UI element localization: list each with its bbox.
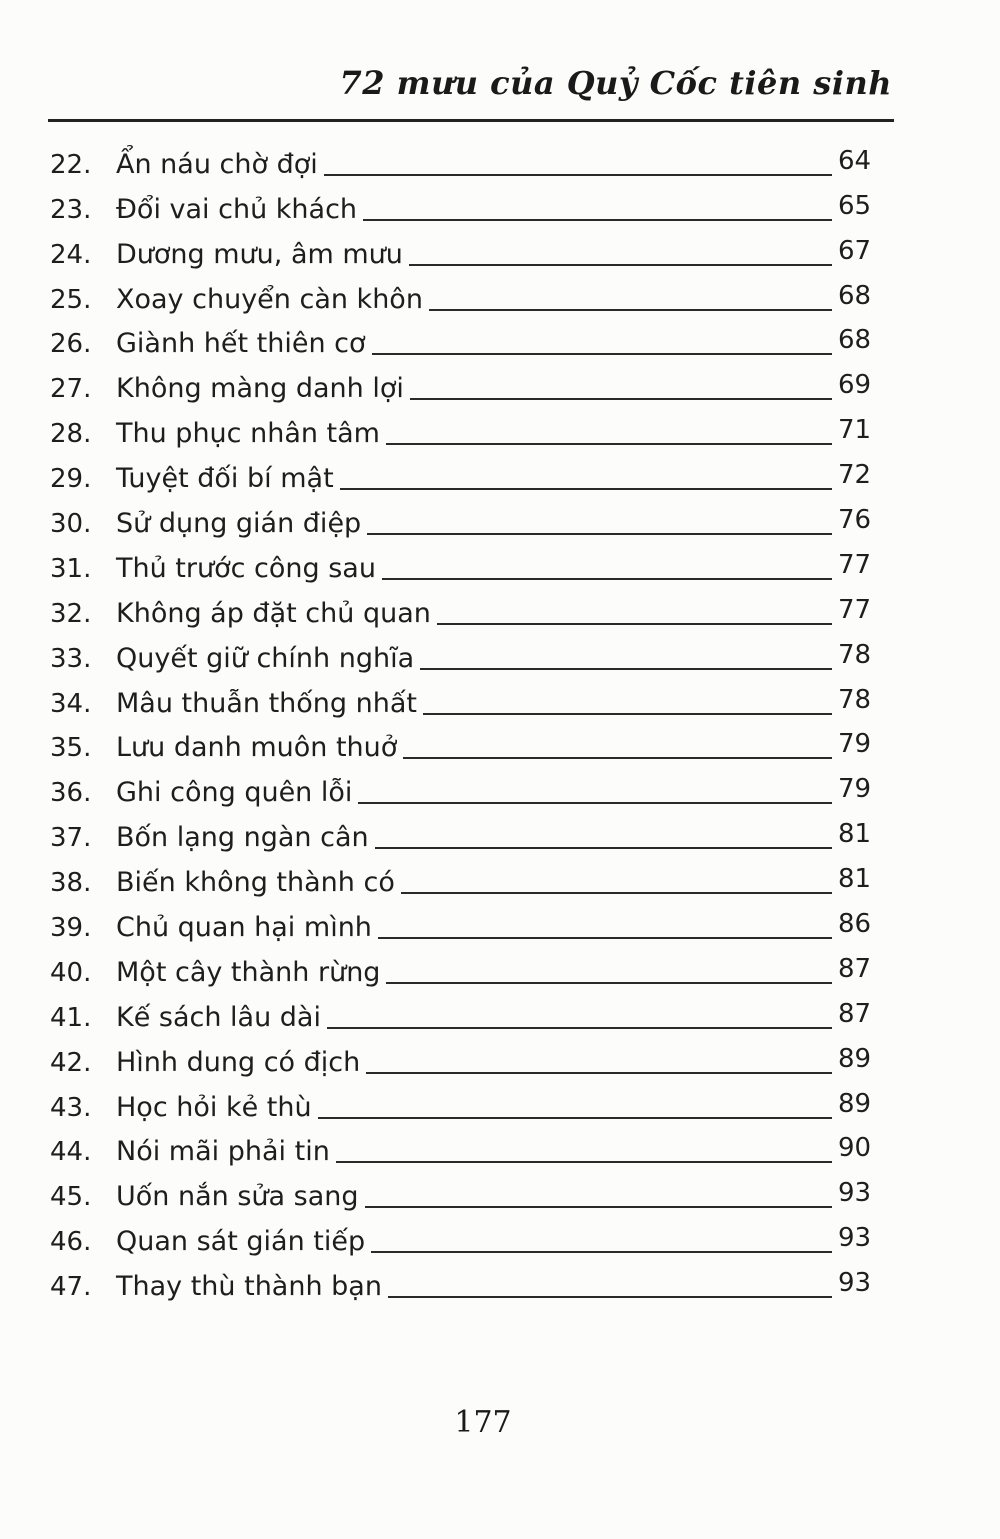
toc-entry-page: 89 <box>838 1088 872 1119</box>
toc-entry <box>0 546 1000 591</box>
toc-entry-number: 23. <box>50 194 92 225</box>
toc-entry <box>0 232 1000 277</box>
toc-entry-title: Đổi vai chủ khách <box>116 196 363 223</box>
toc-entry <box>0 1130 1000 1175</box>
toc-entry-number: 41. <box>50 1002 92 1033</box>
toc-entry-page: 79 <box>838 729 872 760</box>
toc-entry-page: 76 <box>838 505 872 536</box>
toc-entry-page: 67 <box>838 235 872 266</box>
toc-entry <box>0 995 1000 1040</box>
toc-entry <box>0 187 1000 232</box>
toc-entry-title: Biến không thành có <box>116 869 401 896</box>
toc-entry-title: Ghi công quên lỗi <box>116 779 358 806</box>
toc-entry-page: 77 <box>838 594 872 625</box>
toc-entry-number: 33. <box>50 643 92 674</box>
toc-entry-title: Một cây thành rừng <box>116 959 386 986</box>
toc-entry <box>0 1040 1000 1085</box>
toc-entry-number: 42. <box>50 1047 92 1078</box>
toc-entry-page: 72 <box>838 460 872 491</box>
toc-entry-number: 35. <box>50 733 92 764</box>
toc-entry-title: Thay thù thành bạn <box>116 1273 388 1300</box>
toc-entry <box>0 1174 1000 1219</box>
toc-entry-number: 45. <box>50 1182 92 1213</box>
toc-entry <box>0 726 1000 771</box>
toc-entry-number: 39. <box>50 913 92 944</box>
toc-entry-number: 27. <box>50 374 92 405</box>
toc-entry-page: 64 <box>838 145 872 176</box>
toc-entry-page: 81 <box>838 864 872 895</box>
toc-entry <box>0 860 1000 905</box>
toc-entry <box>0 501 1000 546</box>
toc-entry-title: Xoay chuyển càn khôn <box>116 286 429 313</box>
toc-entry-number: 44. <box>50 1137 92 1168</box>
toc-entry <box>0 950 1000 995</box>
toc-entry-page: 79 <box>838 774 872 805</box>
toc-entry <box>0 366 1000 411</box>
toc-entry-number: 43. <box>50 1092 92 1123</box>
toc-entry-title: Thủ trước công sau <box>116 555 382 582</box>
toc-entry <box>0 636 1000 681</box>
toc-entry-title: Dương mưu, âm mưu <box>116 241 409 268</box>
table-of-contents <box>0 142 1000 1309</box>
toc-entry-number: 34. <box>50 688 92 719</box>
toc-entry <box>0 456 1000 501</box>
toc-entry-title: Không màng danh lợi <box>116 375 410 402</box>
toc-entry-page: 71 <box>838 415 872 446</box>
toc-entry-title: Sử dụng gián điệp <box>116 510 367 537</box>
toc-entry-page: 89 <box>838 1043 872 1074</box>
toc-entry-number: 26. <box>50 329 92 360</box>
toc-entry-number: 25. <box>50 284 92 315</box>
toc-entry-page: 69 <box>838 370 872 401</box>
toc-entry <box>0 277 1000 322</box>
toc-entry-number: 32. <box>50 598 92 629</box>
toc-entry <box>0 770 1000 815</box>
toc-entry-title: Nói mãi phải tin <box>116 1138 336 1165</box>
toc-entry-title: Quyết giữ chính nghĩa <box>116 645 420 672</box>
toc-entry-page: 93 <box>838 1223 872 1254</box>
toc-entry-page: 68 <box>838 325 872 356</box>
toc-entry-page: 87 <box>838 998 872 1029</box>
toc-entry-number: 40. <box>50 957 92 988</box>
toc-entry-page: 77 <box>838 549 872 580</box>
toc-entry <box>0 142 1000 187</box>
toc-entry-page: 93 <box>838 1178 872 1209</box>
toc-entry-page: 87 <box>838 953 872 984</box>
toc-entry-page: 86 <box>838 909 872 940</box>
toc-entry-title: Uốn nắn sửa sang <box>116 1183 365 1210</box>
toc-entry-number: 28. <box>50 419 92 450</box>
toc-entry-number: 30. <box>50 509 92 540</box>
toc-entry-title: Mâu thuẫn thống nhất <box>116 690 423 717</box>
toc-entry-title: Lưu danh muôn thuở <box>116 734 403 761</box>
toc-entry-number: 29. <box>50 464 92 495</box>
toc-entry-number: 24. <box>50 239 92 270</box>
toc-entry <box>0 1219 1000 1264</box>
toc-entry-page: 93 <box>838 1268 872 1299</box>
toc-entry <box>0 815 1000 860</box>
toc-entry-title: Bốn lạng ngàn cân <box>116 824 375 851</box>
toc-entry <box>0 1085 1000 1130</box>
toc-entry-title: Tuyệt đối bí mật <box>116 465 340 492</box>
toc-entry <box>0 322 1000 367</box>
toc-entry-title: Thu phục nhân tâm <box>116 420 386 447</box>
header-rule <box>48 119 894 122</box>
toc-entry-title: Ẩn náu chờ đợi <box>116 151 324 178</box>
running-header-title: 72 mưu của Quỷ Cốc tiên sinh <box>339 64 892 102</box>
toc-entry-number: 22. <box>50 149 92 180</box>
toc-entry-number: 38. <box>50 868 92 899</box>
toc-entry-page: 68 <box>838 280 872 311</box>
toc-entry-number: 46. <box>50 1227 92 1258</box>
toc-entry-title: Hình dung có địch <box>116 1049 366 1076</box>
toc-entry-number: 37. <box>50 823 92 854</box>
toc-entry-page: 78 <box>838 639 872 670</box>
toc-entry-page: 65 <box>838 190 872 221</box>
toc-entry-title: Quan sát gián tiếp <box>116 1228 371 1255</box>
toc-entry-page: 81 <box>838 819 872 850</box>
toc-entry <box>0 411 1000 456</box>
page-number: 177 <box>454 1405 512 1440</box>
toc-entry-number: 36. <box>50 778 92 809</box>
toc-entry-title: Giành hết thiên cơ <box>116 330 372 357</box>
toc-entry-number: 31. <box>50 553 92 584</box>
toc-entry <box>0 591 1000 636</box>
toc-entry-page: 90 <box>838 1133 872 1164</box>
toc-entry-title: Học hỏi kẻ thù <box>116 1094 318 1121</box>
toc-entry <box>0 1264 1000 1309</box>
toc-entry <box>0 905 1000 950</box>
toc-entry <box>0 681 1000 726</box>
toc-entry-number: 47. <box>50 1272 92 1303</box>
toc-entry-title: Không áp đặt chủ quan <box>116 600 437 627</box>
toc-entry-title: Kế sách lâu dài <box>116 1004 327 1031</box>
toc-entry-page: 78 <box>838 684 872 715</box>
toc-entry-title: Chủ quan hại mình <box>116 914 378 941</box>
